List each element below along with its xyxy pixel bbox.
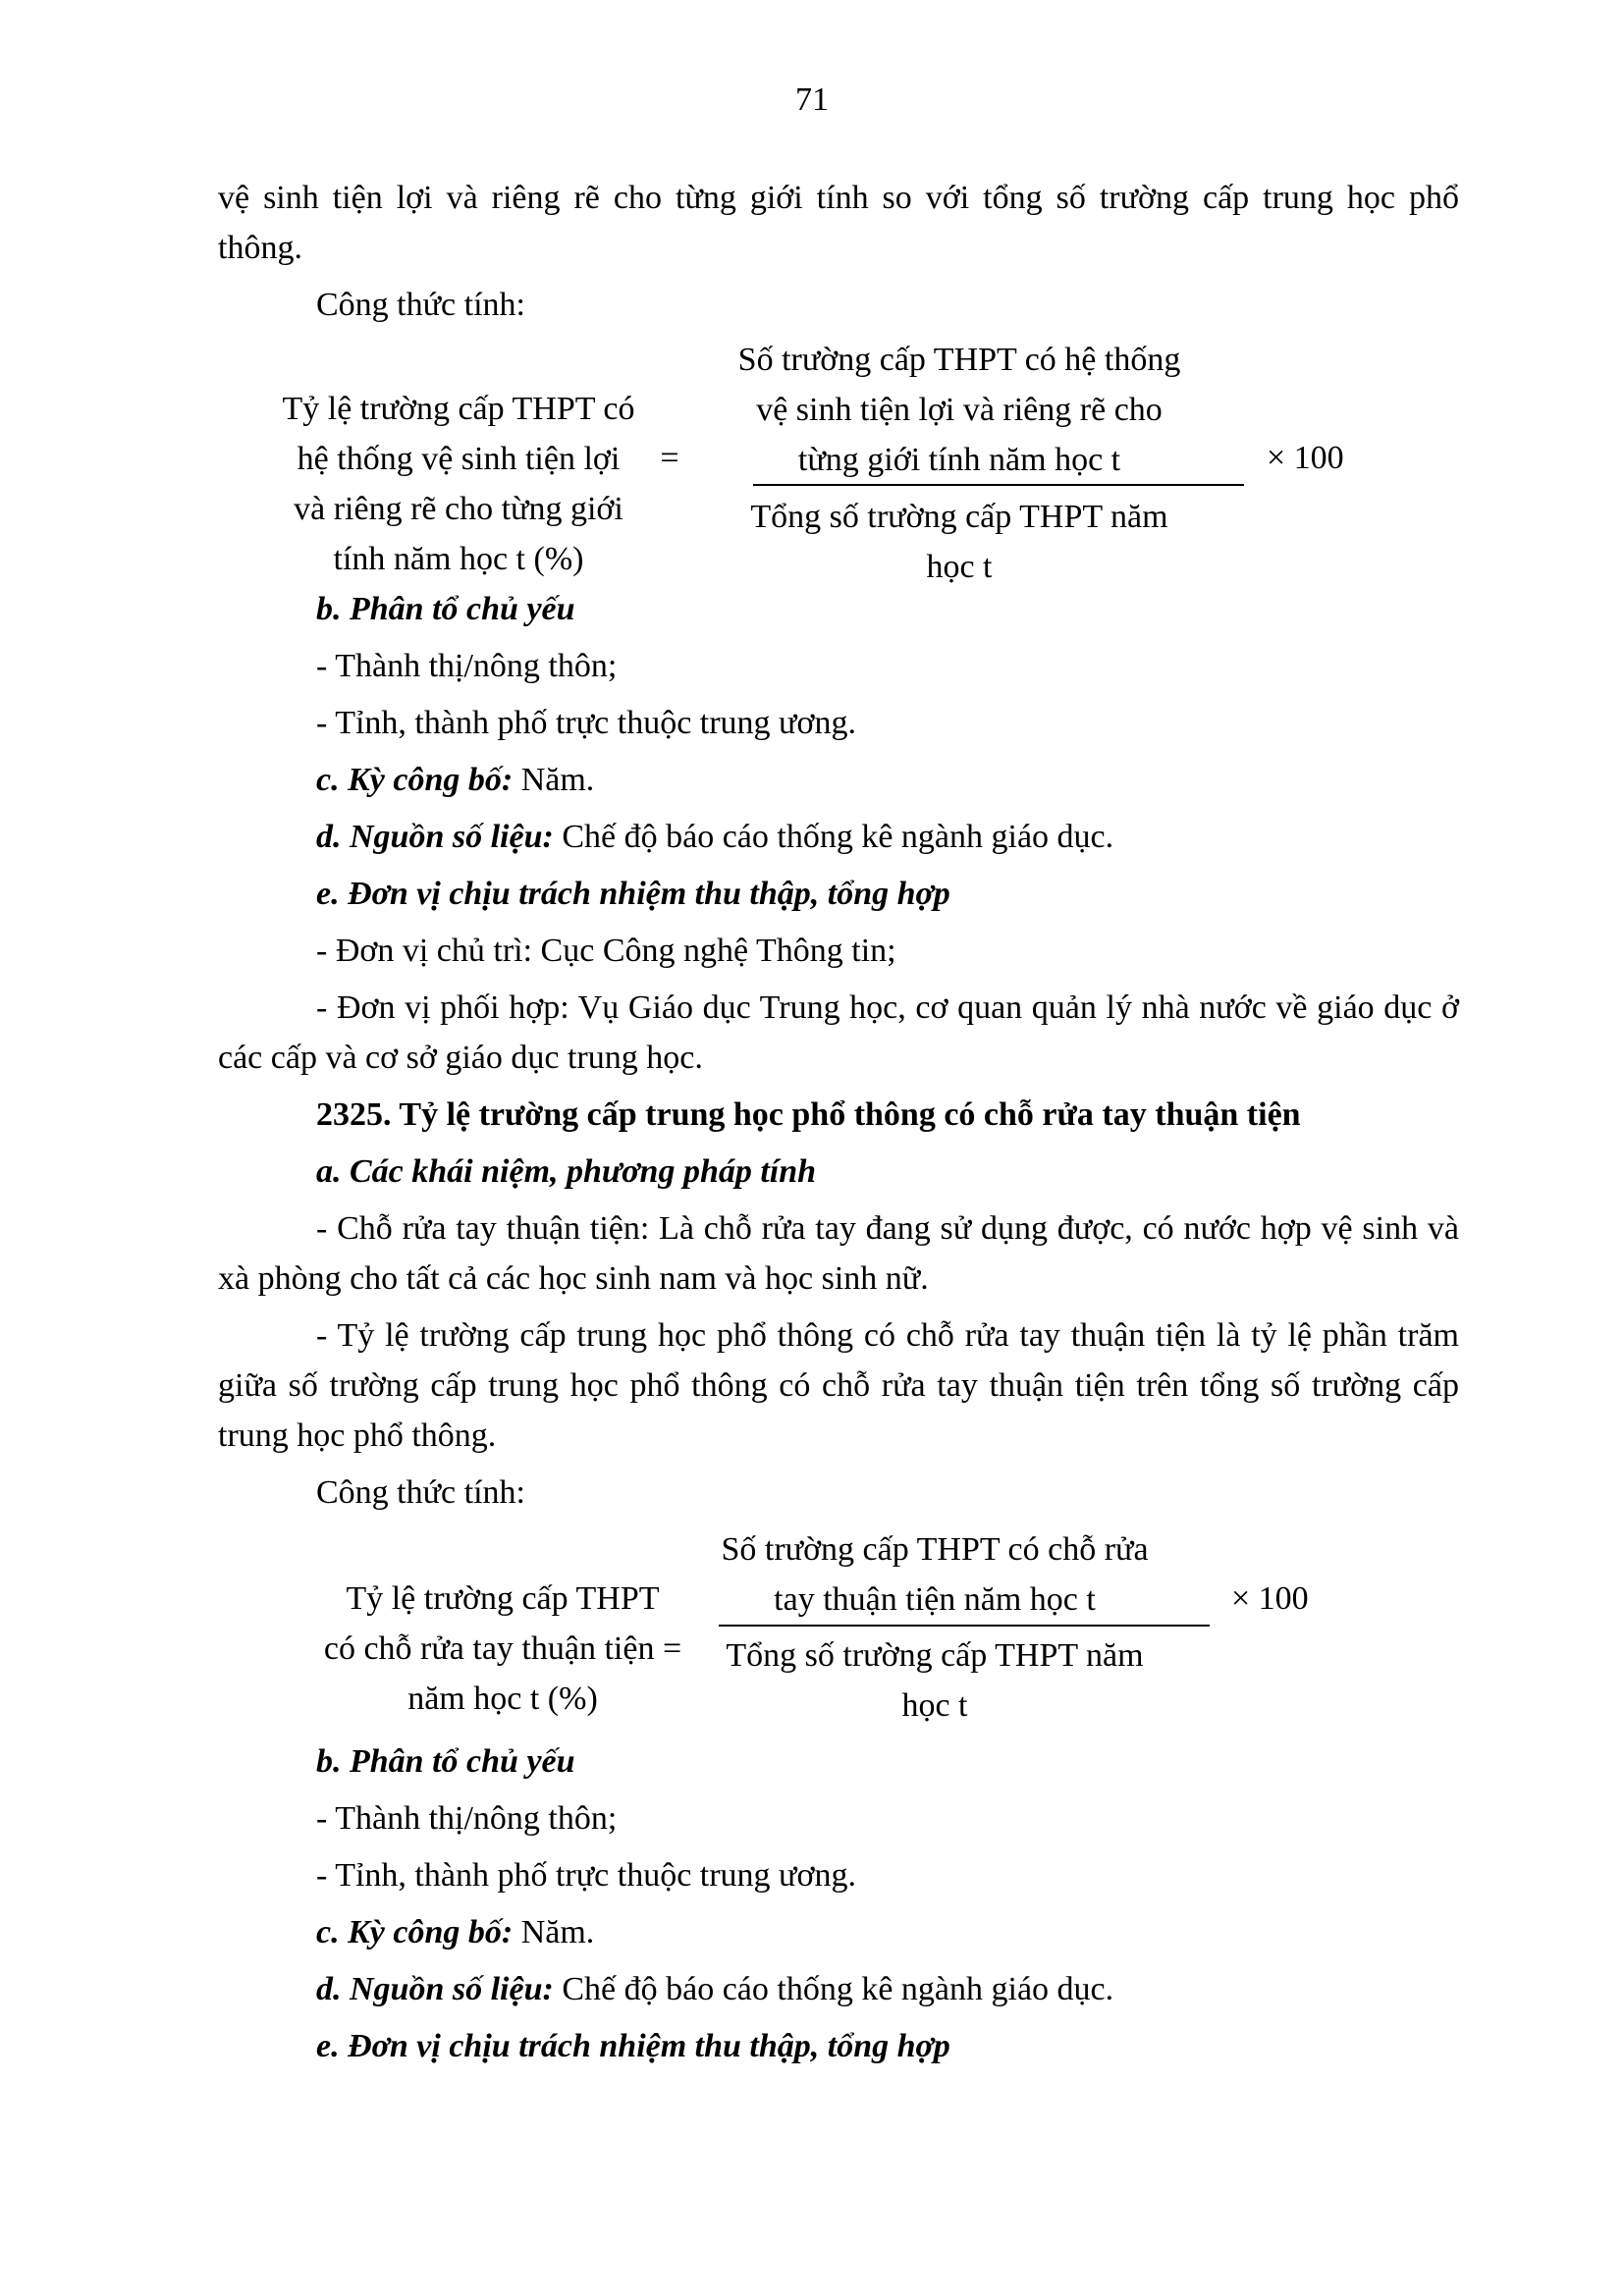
section-e-heading: e. Đơn vị chịu trách nhiệm thu thập, tổng hợp bbox=[316, 876, 950, 912]
indicator-2325-definition-2: - Tỷ lệ trường cấp trung học phổ thông có chỗ rửa tay thuận tiện là tỷ lệ phần trăm giữa số trường cấp trung học phổ thông có chỗ rửa tay thuận tiện trên tổng số trường cấp trung học phổ thông. bbox=[218, 1317, 1459, 1454]
indicator-2325-formula-label: Công thức tính: bbox=[316, 1474, 525, 1511]
formula2-denominator bbox=[689, 1630, 1180, 1731]
section-c2-value: Năm. bbox=[513, 1914, 595, 1950]
paragraph-intro-end: thông. bbox=[218, 230, 302, 266]
numerator2-line1: Số trường cấp THPT có chỗ rửa bbox=[721, 1531, 1149, 1568]
document-body bbox=[218, 173, 1459, 2078]
section-d2-value: Chế độ báo cáo thống kê ngành giáo dục. bbox=[553, 1971, 1114, 2007]
formula2-left-side bbox=[297, 1574, 709, 1724]
formula-numerator bbox=[714, 335, 1205, 485]
indicator-2325-title: 2325. Tỷ lệ trường cấp trung học phổ thông có chỗ rửa tay thuận tiện bbox=[316, 1096, 1301, 1133]
formula2-left-line1: Tỷ lệ trường cấp THPT bbox=[346, 1580, 660, 1617]
formula-left-line1: Tỷ lệ trường cấp THPT có bbox=[282, 391, 635, 427]
section-e2-heading: e. Đơn vị chịu trách nhiệm thu thập, tổng hợp bbox=[316, 2028, 950, 2064]
denominator2-line1: Tổng số trường cấp THPT năm bbox=[726, 1637, 1144, 1674]
formula-handwashing bbox=[218, 1524, 1459, 1731]
formula-left-side bbox=[267, 384, 650, 584]
section-c2-label: c. Kỳ công bố: bbox=[316, 1914, 514, 1950]
section-b2-heading: b. Phân tổ chủ yếu bbox=[316, 1743, 575, 1780]
section-c-value: Năm. bbox=[513, 762, 595, 798]
section-c2 bbox=[316, 1907, 1459, 1957]
section-d2-label: d. Nguồn số liệu: bbox=[316, 1971, 554, 2007]
section-b2-item-urban-rural: - Thành thị/nông thôn; bbox=[316, 1800, 618, 1837]
formula-denominator bbox=[714, 492, 1205, 592]
numerator2-line2: tay thuận tiện năm học t bbox=[774, 1581, 1096, 1618]
formula-left-line4: tính năm học t (%) bbox=[333, 541, 584, 577]
formula-label: Công thức tính: bbox=[316, 287, 525, 323]
section-c-label: c. Kỳ công bố: bbox=[316, 762, 514, 798]
formula2-numerator bbox=[689, 1524, 1180, 1625]
page-number: 71 bbox=[795, 81, 829, 118]
section-d bbox=[316, 812, 1459, 862]
section-d-value: Chế độ báo cáo thống kê ngành giáo dục. bbox=[553, 819, 1114, 855]
fraction-bar bbox=[753, 484, 1244, 486]
formula-sanitation bbox=[218, 335, 1459, 585]
paragraph-intro bbox=[218, 173, 1459, 223]
formula-left-line3: và riêng rẽ cho từng giới bbox=[294, 491, 623, 527]
section-b-item-urban-rural: - Thành thị/nông thôn; bbox=[316, 648, 618, 684]
formula2-left-line2: có chỗ rửa tay thuận tiện = bbox=[323, 1630, 682, 1667]
equals-sign: = bbox=[660, 440, 679, 476]
denominator-line2: học t bbox=[926, 549, 993, 585]
multiplier: × 100 bbox=[1267, 440, 1344, 476]
fraction-bar-2 bbox=[719, 1625, 1210, 1627]
formula-left-line2: hệ thống vệ sinh tiện lợi bbox=[297, 441, 621, 477]
section-c bbox=[316, 755, 1459, 805]
section-b-heading: b. Phân tổ chủ yếu bbox=[316, 591, 575, 627]
section-e-lead-unit: - Đơn vị chủ trì: Cục Công nghệ Thông tin; bbox=[316, 933, 896, 969]
denominator2-line2: học t bbox=[901, 1687, 968, 1724]
indicator-2325-section-a: a. Các khái niệm, phương pháp tính bbox=[316, 1153, 817, 1190]
numerator-line3: từng giới tính năm học t bbox=[797, 442, 1121, 478]
numerator-line1: Số trường cấp THPT có hệ thống bbox=[737, 342, 1181, 378]
multiplier-2: × 100 bbox=[1231, 1580, 1309, 1617]
denominator-line1: Tổng số trường cấp THPT năm bbox=[750, 499, 1168, 535]
section-e-coop-unit: - Đơn vị phối hợp: Vụ Giáo dục Trung học, cơ quan quản lý nhà nước về giáo dục ở các cấp và cơ sở giáo dục trung học. bbox=[218, 989, 1459, 1076]
numerator-line2: vệ sinh tiện lợi và riêng rẽ cho bbox=[756, 392, 1163, 428]
indicator-2325-definition-1: - Chỗ rửa tay thuận tiện: Là chỗ rửa tay đang sử dụng được, có nước hợp vệ sinh và xà phòng cho tất cả các học sinh nam và học sinh nữ. bbox=[218, 1210, 1459, 1297]
section-b-item-province: - Tỉnh, thành phố trực thuộc trung ương. bbox=[316, 705, 856, 741]
section-b2-item-province: - Tỉnh, thành phố trực thuộc trung ương. bbox=[316, 1857, 856, 1894]
paragraph-intro-line1: vệ sinh tiện lợi và riêng rẽ cho từng giới tính so với tổng số trường cấp trung học phổ bbox=[218, 180, 1459, 216]
section-d2 bbox=[316, 1964, 1459, 2014]
section-d-label: d. Nguồn số liệu: bbox=[316, 819, 554, 855]
formula2-left-line3: năm học t (%) bbox=[407, 1681, 598, 1717]
